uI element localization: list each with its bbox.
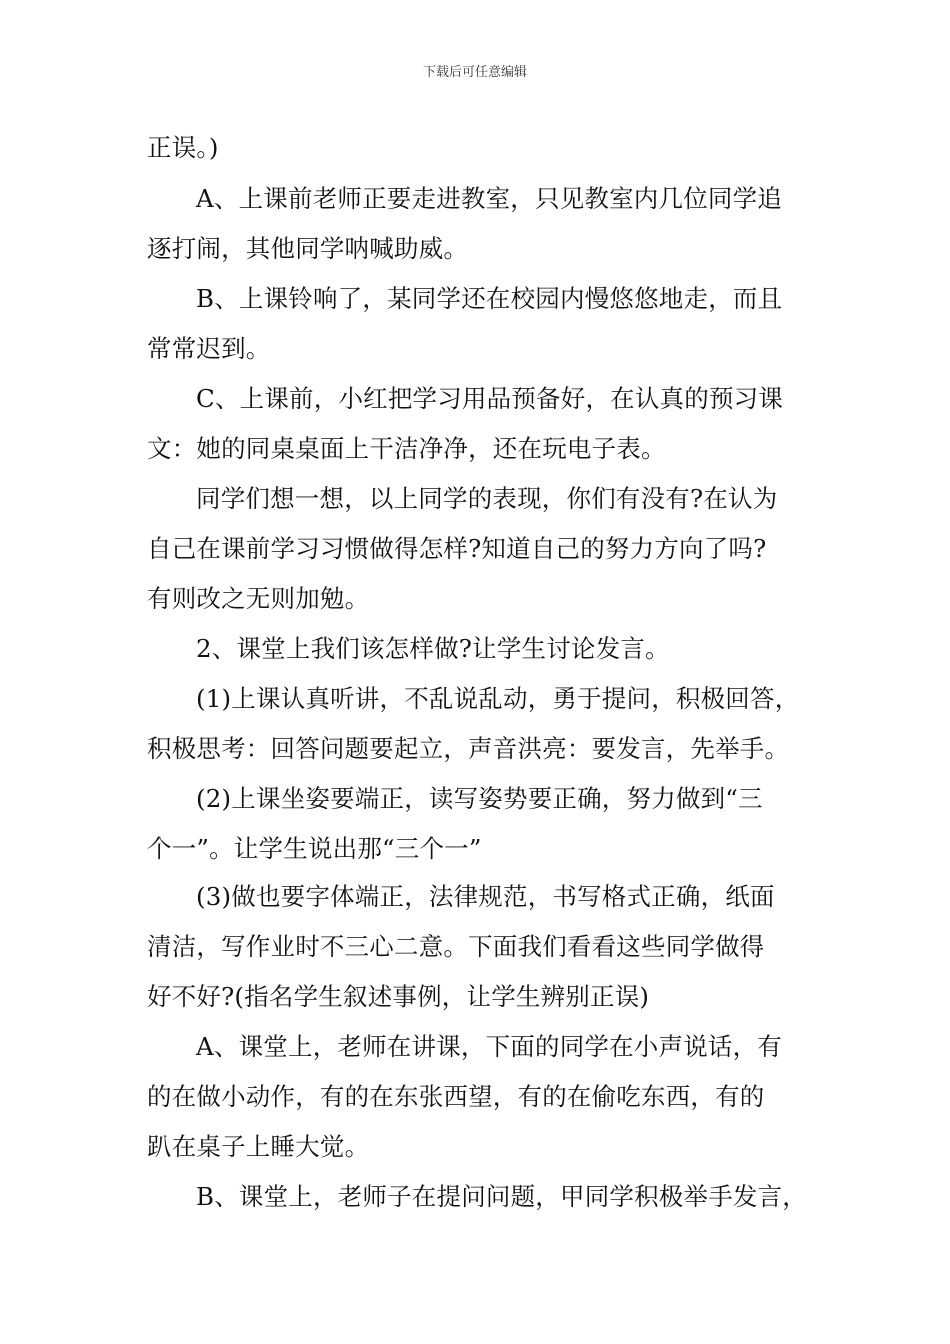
text-line: 自己在课前学习习惯做得怎样?知道自己的努力方向了吗? [147,534,767,563]
text-line: 逐打闹，其他同学呐喊助威。 [147,234,469,263]
text-line: B、课堂上，老师子在提问问题，甲同学积极举手发言， [196,1182,808,1211]
text-line: 同学们想一想，以上同学的表现，你们有没有?在认为 [196,484,778,513]
text-line: 好不好?(指名学生叙述事例，让学生辨别正误) [147,982,650,1011]
text-line: 趴在桌子上睡大觉。 [147,1132,370,1161]
text-line: 清洁，写作业时不三心二意。下面我们看看这些同学做得 [147,932,765,961]
text-line: (2)上课坐姿要端正，读写姿势要正确，努力做到“三 [196,784,763,813]
text-line: C、上课前，小红把学习用品预备好，在认真的预习课 [196,384,784,413]
text-line: B、上课铃响了，某同学还在校园内慢悠悠地走，而且 [196,284,783,313]
text-line: (3)做也要字体端正，法律规范，书写格式正确，纸面 [196,882,775,911]
text-line: 文：她的同桌桌面上干洁净净，还在玩电子表。 [147,434,666,463]
text-line: A、上课前老师正要走进教室，只见教室内几位同学追 [196,184,782,213]
text-line: 常常迟到。 [147,334,271,363]
page-header: 下载后可任意编辑 [422,65,527,80]
text-line: A、课堂上，老师在讲课，下面的同学在小声说话，有 [196,1032,782,1061]
text-line: 正误。) [147,133,219,162]
text-line: 个一”。让学生说出那“三个一” [147,834,482,863]
text-line: (1)上课认真听讲，不乱说乱动，勇于提问，积极回答， [196,684,800,713]
text-line: 的在做小动作，有的在东张西望，有的在偷吃东西，有的 [147,1082,765,1111]
text-line: 有则改之无则加勉。 [147,584,370,613]
text-line: 2、课堂上我们该怎样做?让学生讨论发言。 [196,634,670,663]
text-line: 积极思考：回答问题要起立，声音洪亮：要发言，先举手。 [147,734,790,763]
